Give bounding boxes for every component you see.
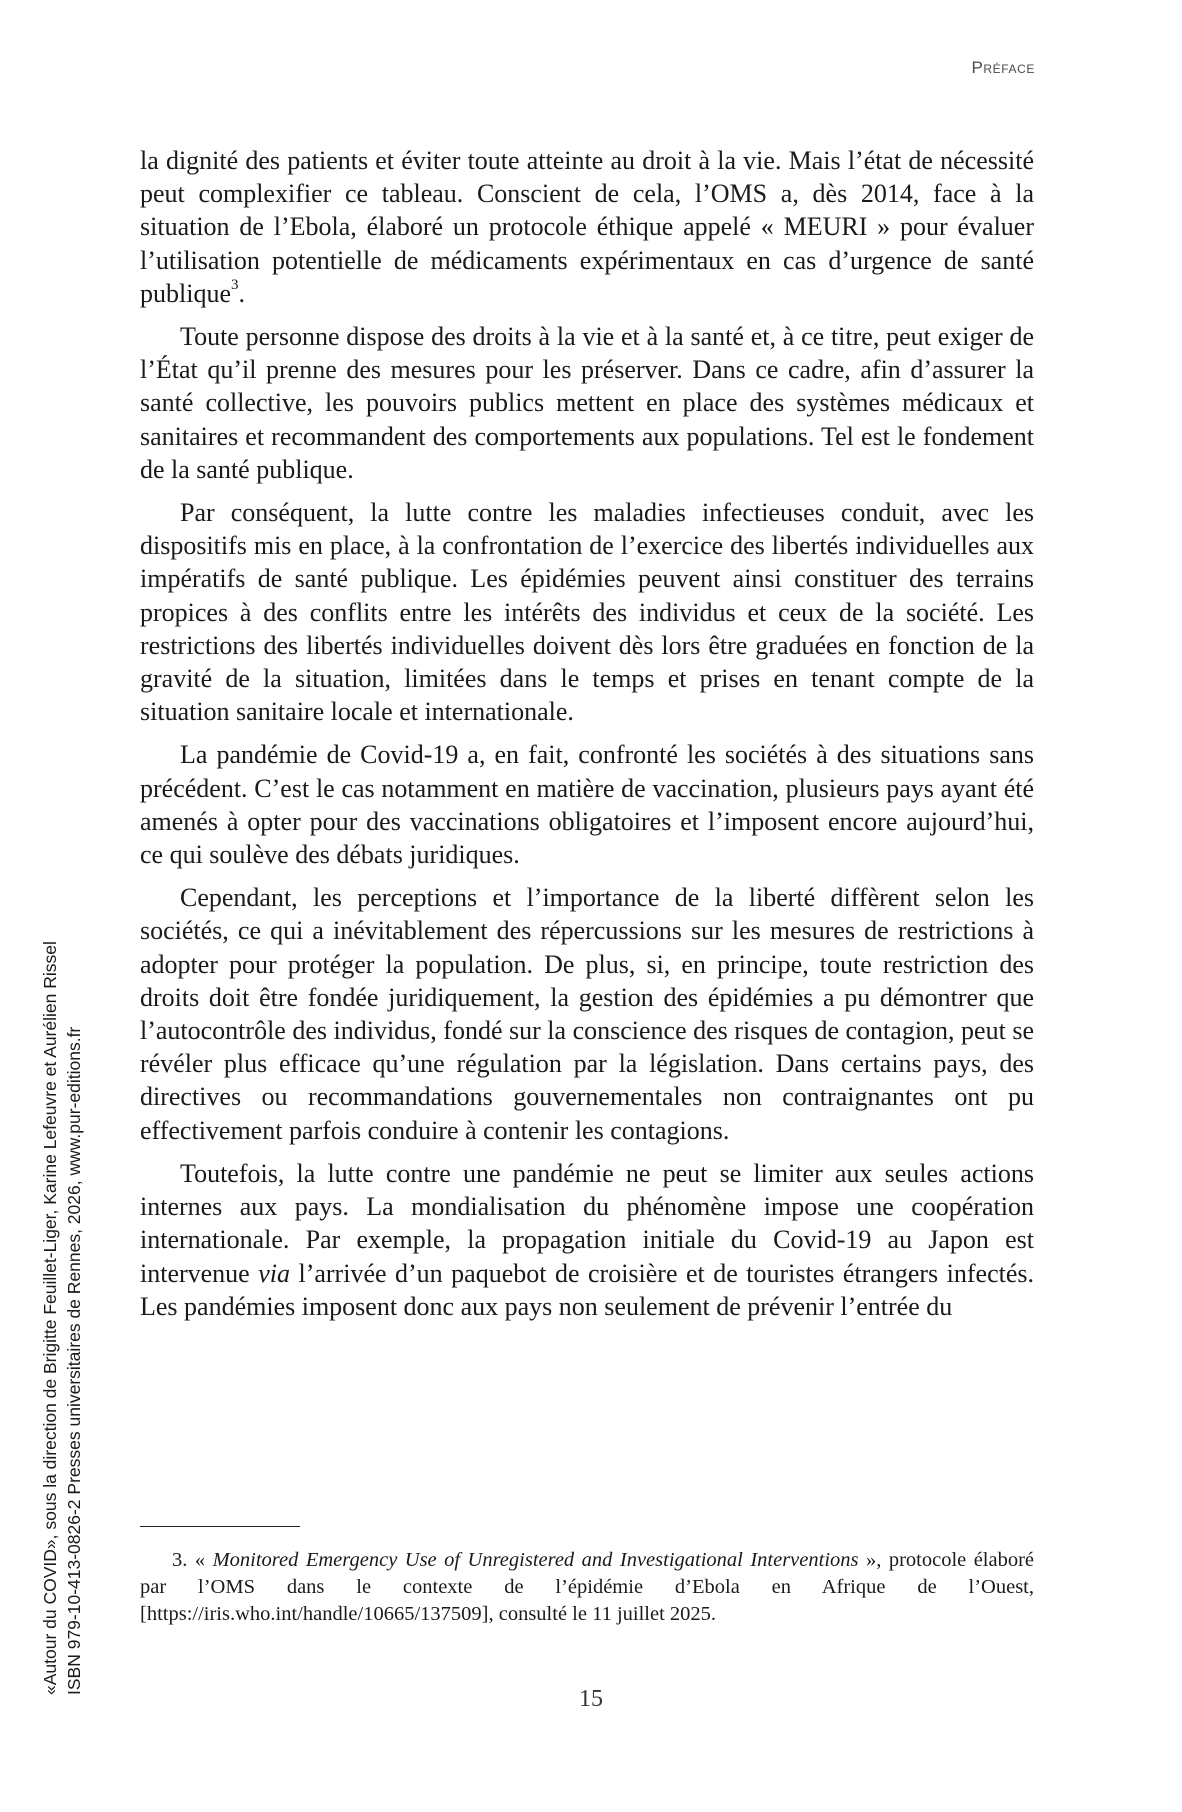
- paragraph-4: La pandémie de Covid-19 a, en fait, confronté les sociétés à des situations sans précédent. C’est le cas notamment en matière de vaccination, plusieurs pays ayant été amenés à opter pour des vaccinations obligatoires et l’imposent encore aujourd’hui, ce qui soulève des débats juridiques.: [140, 740, 1034, 870]
- side-note-line-1: «Autour du COVID», sous la direction de Brigitte Feuillet-Liger, Karine Lefeuvre et Aurélien Rissel: [40, 941, 60, 1695]
- paragraph-2: Toute personne dispose des droits à la vie et à la santé et, à ce titre, peut exiger de l’État qu’il prenne des mesures pour les préserver. Dans ce cadre, afin d’assurer la santé collective, les pouvoirs publics mettent en place des systèmes médicaux et sanitaires et recommandent des comportements aux populations. Tel est le fondement de la santé publique.: [140, 322, 1034, 484]
- footnote-quote-open: «: [194, 1549, 213, 1571]
- paragraph-5: Cependant, les perceptions et l’importance de la liberté diffèrent selon les sociétés, ce qui a inévitablement des répercussions sur les mesures de restrictions à adopter pour protéger la population. De plus, si, en principe, toute restriction des droits doit être fondée juridiquement, la gestion des épidémies a pu démontrer que l’autocontrôle des individus, fondé sur la conscience des risques de contagion, peut se révéler plus efficace qu’une régulation par la législation. Dans certains pays, des directives ou recommandations gouvernementales non contraignantes ont pu effectivement parfois conduire à contenir les contagions.: [140, 883, 1034, 1145]
- paragraph-6-italic: via: [258, 1258, 290, 1288]
- footnote-title: Monitored Emergency Use of Unregistered and Investigational Interventions: [212, 1549, 859, 1571]
- footnote-reference[interactable]: 3: [231, 277, 239, 294]
- paragraph-1-text: la dignité des patients et éviter toute atteinte au droit à la vie. Mais l’état de nécessité peut complexifier ce tableau. Conscient de cela, l’OMS a, dès 2014, face à la situation de l’Ebola, élaboré un protocole éthique appelé « MEURI » pour évaluer l’utilisation potentielle de médicaments expérimentaux en cas d’urgence de santé publique: [140, 146, 1034, 308]
- running-head: Préface: [971, 58, 1035, 77]
- paragraph-6-after: l’arrivée d’un paquebot de croisière et de touristes étrangers infectés. Les pandémies imposent donc aux pays non seulement de prévenir l’entrée du: [140, 1258, 1034, 1321]
- footnote-separator: [140, 1526, 300, 1527]
- footnote: [140, 1547, 1034, 1628]
- footnote-number: 3.: [172, 1549, 195, 1571]
- paragraph-1: la dignité des patients et éviter toute atteinte au droit à la vie. Mais l’état de nécessité peut complexifier ce tableau. Conscient de cela, l’OMS a, dès 2014, face à la situation de l’Ebola, élaboré un protocole éthique appelé « MEURI » pour évaluer l’utilisation potentielle de médicaments expérimentaux en cas d’urgence de santé publique$^3$.: [140, 146, 1034, 308]
- body-text: [140, 144, 1034, 1323]
- paragraph-6: [140, 1157, 1034, 1323]
- footnote-text: », protocole élaboré par l’OMS dans le contexte de l’épidémie d’Ebola en Afrique de l’Ouest, [https://iris.who.int/handle/10665/137509], consulté le 11 juillet 2025.: [140, 1549, 1035, 1625]
- copyright-side-note: [38, 795, 86, 1695]
- paragraph-6-before: Toutefois, la lutte contre une pandémie ne peut se limiter aux seules actions internes aux pays. La mondialisation du phénomène impose une coopération internationale. Par exemple, la propagation initiale du Covid-19 au Japon est intervenue: [140, 1158, 1034, 1288]
- side-note-line-2: ISBN 979-10-413-0826-2 Presses universitaires de Rennes, 2026, www.pur-editions.fr: [64, 1026, 84, 1695]
- page-number: 15: [579, 1686, 603, 1712]
- paragraph-3: Par conséquent, la lutte contre les maladies infectieuses conduit, avec les dispositifs mis en place, à la confrontation de l’exercice des libertés individuelles aux impératifs de santé publique. Les épidémies peuvent ainsi constituer des terrains propices à des conflits entre les intérêts des individus et ceux de la société. Les restrictions des libertés individuelles doivent dès lors être graduées en fonction de la gravité de la situation, limitées dans le temps et prises en tenant compte de la situation sanitaire locale et internationale.: [140, 498, 1034, 727]
